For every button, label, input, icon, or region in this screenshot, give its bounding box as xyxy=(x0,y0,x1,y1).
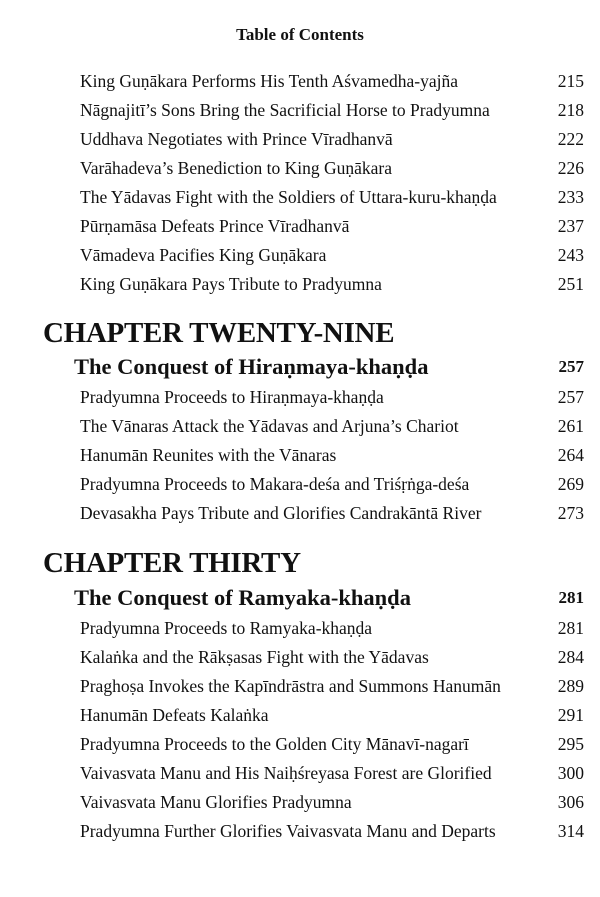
entry-page: 226 xyxy=(557,158,584,178)
entry-page: 306 xyxy=(557,792,584,812)
entry-title: Pūrṇamāsa Defeats Prince Vīradhanvā xyxy=(80,216,350,236)
entry-title: Nāgnajitī’s Sons Bring the Sacrificial Horse to Pradyumna xyxy=(80,100,490,120)
toc-entry xyxy=(80,733,584,755)
chapter-subtitle-text: The Conquest of Hiraṇmaya-khaṇḍa xyxy=(74,354,429,379)
entry-title: King Guṇākara Performs His Tenth Aśvamedha-yajña xyxy=(80,71,459,91)
chapter-subtitle-page: 257 xyxy=(558,357,584,376)
entry-title: The Yādavas Fight with the Soldiers of Uttara-kuru-khaṇḍa xyxy=(80,187,497,207)
toc-entry xyxy=(80,762,584,784)
toc-entry xyxy=(80,646,584,668)
entry-page: 281 xyxy=(557,618,584,638)
toc-entry xyxy=(80,415,584,437)
toc-entry xyxy=(80,244,584,266)
entry-title: Pradyumna Proceeds to the Golden City Mānavī-nagarī xyxy=(80,734,469,754)
entry-page: 295 xyxy=(557,734,584,754)
toc-entry xyxy=(80,502,584,524)
entry-title: Pradyumna Further Glorifies Vaivasvata Manu and Departs xyxy=(80,821,496,841)
entry-title: Hanumān Reunites with the Vānaras xyxy=(80,445,337,465)
chapter-subtitle xyxy=(74,353,584,381)
toc-entry xyxy=(80,128,584,150)
entry-title: Vāmadeva Pacifies King Guṇākara xyxy=(80,245,327,265)
entry-title: Uddhava Negotiates with Prince Vīradhanvā xyxy=(80,129,393,149)
entry-page: 273 xyxy=(557,503,584,523)
entry-page: 284 xyxy=(557,647,584,667)
chapter-subtitle-text: The Conquest of Ramyaka-khaṇḍa xyxy=(74,585,411,610)
chapter-subtitle-page: 281 xyxy=(558,588,584,607)
chapter-subtitle xyxy=(74,584,584,612)
entry-page: 233 xyxy=(557,187,584,207)
toc-entry xyxy=(80,820,584,842)
toc-entry xyxy=(80,273,584,295)
entry-page: 300 xyxy=(557,763,584,783)
entry-page: 251 xyxy=(557,274,584,294)
toc-entry xyxy=(80,157,584,179)
toc-entry xyxy=(80,675,584,697)
chapter-heading: CHAPTER THIRTY xyxy=(43,547,301,579)
chapter-heading: CHAPTER TWENTY-NINE xyxy=(43,317,395,349)
toc-entry xyxy=(80,186,584,208)
entry-title: Vaivasvata Manu Glorifies Pradyumna xyxy=(80,792,352,812)
page-title: Table of Contents xyxy=(236,25,364,44)
entry-page: 215 xyxy=(557,71,584,91)
entry-page: 222 xyxy=(557,129,584,149)
entry-page: 264 xyxy=(557,445,584,465)
toc-entry xyxy=(80,70,584,92)
entry-title: Pradyumna Proceeds to Ramyaka-khaṇḍa xyxy=(80,618,373,638)
entry-page: 243 xyxy=(557,245,584,265)
toc-entry xyxy=(80,99,584,121)
entry-page: 289 xyxy=(557,676,584,696)
entry-title: King Guṇākara Pays Tribute to Pradyumna xyxy=(80,274,382,294)
entry-page: 218 xyxy=(557,100,584,120)
entry-page: 261 xyxy=(557,416,584,436)
entry-title: Kalaṅka and the Rākṣasas Fight with the Yādavas xyxy=(80,647,429,667)
entry-page: 291 xyxy=(557,705,584,725)
entry-page: 269 xyxy=(557,474,584,494)
entry-page: 257 xyxy=(557,387,584,407)
toc-entry xyxy=(80,473,584,495)
entry-title: Vaivasvata Manu and His Naiḥśreyasa Forest are Glorified xyxy=(80,763,492,783)
entry-title: Pradyumna Proceeds to Makara-deśa and Triśṛṅga-deśa xyxy=(80,474,470,494)
entry-title: Hanumān Defeats Kalaṅka xyxy=(80,705,269,725)
entry-title: Pradyumna Proceeds to Hiraṇmaya-khaṇḍa xyxy=(80,387,384,407)
entry-title: Varāhadeva’s Benediction to King Guṇākara xyxy=(80,158,392,178)
toc-entry xyxy=(80,444,584,466)
entry-title: The Vānaras Attack the Yādavas and Arjuna’s Chariot xyxy=(80,416,459,436)
entry-page: 237 xyxy=(557,216,584,236)
entry-title: Devasakha Pays Tribute and Glorifies Candrakāntā River xyxy=(80,503,482,523)
toc-entry xyxy=(80,791,584,813)
entry-page: 314 xyxy=(557,821,584,841)
entry-title: Praghoṣa Invokes the Kapīndrāstra and Summons Hanumān xyxy=(80,676,501,696)
toc-entry xyxy=(80,617,584,639)
toc-entry xyxy=(80,215,584,237)
toc-entry xyxy=(80,386,584,408)
toc-entry xyxy=(80,704,584,726)
